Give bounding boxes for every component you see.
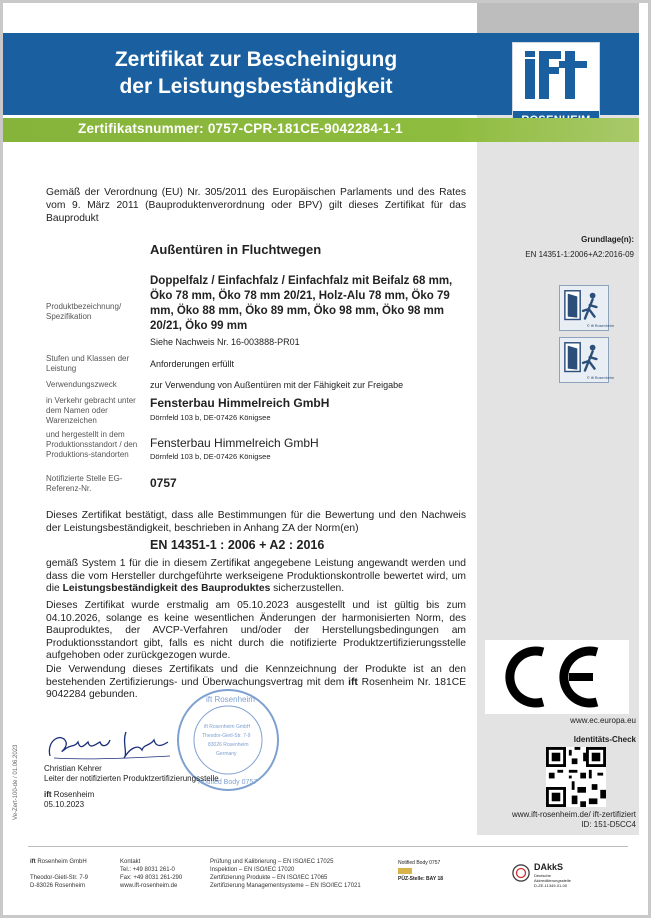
signature — [44, 728, 194, 764]
maker-address: Dörnfeld 103 b, DE-07426 Königsee — [150, 452, 271, 461]
basis-value: EN 14351-1:2006+A2:2016-09 — [525, 250, 634, 259]
footer-contact: Kontakt Tel.: +49 8031 261-0 Fax: +49 8031 261-290 www.ift-rosenheim.de — [120, 859, 183, 889]
notified-body-label: Notifizierte Stelle EG-Referenz-Nr. — [46, 474, 123, 493]
svg-text:ift Rosenheim: ift Rosenheim — [206, 695, 255, 704]
svg-text:83026 Rosenheim: 83026 Rosenheim — [208, 742, 249, 748]
ift-logo-mark — [521, 49, 593, 105]
trader-label: in Verkehr gebracht unter dem Namen oder Warenzeichen — [46, 396, 136, 425]
notified-body-badge: Notified Body 0757 PÜZ-Stelle: BAY 18 — [398, 860, 444, 882]
svg-text:Christian Kehrer: Christian Kehrer — [44, 763, 52, 764]
trader-name: Fensterbau Himmelreich GmbH — [150, 396, 330, 410]
footer-accreditations: Prüfung und Kalibrierung – EN ISO/IEC 17025 Inspektion – EN ISO/IEC 17020 Zertifizierung Produkte – EN ISO/IEC 17065 Zertifizierung Managementsysteme – EN ISO/IEC 17021 — [210, 859, 361, 889]
place-and-date: ift Rosenheim 05.10.2023 — [44, 790, 95, 809]
identity-check-label: Identitäts-Check — [573, 735, 636, 744]
product-spec: Doppelfalz / Einfachfalz / Einfachfalz mit Beifalz 68 mm, Öko 78 mm, Öko 78 mm 20/21, Holz-Alu 78 mm, Öko 79 mm, Öko 88 mm, Öko 89 mm, Öko 98 mm, Öko 98 mm 20/21, Öko 99 mm — [150, 275, 453, 332]
trader-address: Dörnfeld 103 b, DE-07426 Königsee — [150, 413, 271, 422]
usage-paragraph: Die Verwendung dieses Zertifikats und die Kennzeichnung der Produkte ist an den bestehenden Zertifizierungs- und Überwachungsvertrag mit dem ift Rosenheim Nr. 181CE 9042284 gebunden. — [46, 664, 466, 700]
svg-text:Notified Body 0757: Notified Body 0757 — [198, 779, 258, 786]
notified-body-number: 0757 — [150, 476, 177, 490]
validity-paragraph: Dieses Zertifikat wurde erstmalig am 05.10.2023 ausgestellt und ist gültig bis zum 04.10.2026, solange es keine wesentlichen Änderungen der harmonisierten Norm, des Bauproduktes, der AVCP-Verfahren und/oder der Herstellungsbedingungen am Produktionsstandort gibt, falls es nicht durch die notifizierte Produktzertifizierungsstelle aufgehoben oder zurückgezogen wurde. — [46, 600, 466, 661]
signatory — [44, 764, 219, 784]
running-exit-door-icon — [559, 285, 615, 331]
qr-url: www.ift-rosenheim.de/ ift-zertifiziert — [511, 810, 636, 819]
footer-divider — [28, 846, 628, 847]
ce-url: www.ec.europa.eu — [570, 716, 636, 725]
norm-reference: EN 14351-1 : 2006 + A2 : 2016 — [150, 538, 325, 552]
spec-reference: Siehe Nachweis Nr. 16-003888-PR01 — [150, 337, 300, 347]
use-value: zur Verwendung von Außentüren mit der Fähigkeit zur Freigabe — [150, 380, 404, 390]
running-exit-door-icon-2 — [559, 337, 615, 383]
sidebar-top-strip — [477, 3, 639, 33]
svg-text:© ift Rosenheim: © ift Rosenheim — [586, 324, 615, 329]
footer-address: ift Rosenheim GmbH Theodor-Gietl-Str. 7-9 D-83026 Rosenheim — [30, 859, 89, 889]
svg-text:Germany: Germany — [216, 751, 237, 757]
certificate-number: Zertifikatsnummer: 0757-CPR-181CE-9042284-1-1 — [78, 121, 403, 136]
maker-name: Fensterbau Himmelreich GmbH — [150, 436, 319, 450]
svg-text:ift: ift — [557, 103, 558, 104]
document-code: Ve-Zert-100-de / 01.06.2023 — [13, 744, 19, 820]
svg-text:Theodor-Gietl-Str. 7-9: Theodor-Gietl-Str. 7-9 — [202, 733, 251, 739]
qr-caption — [500, 810, 636, 830]
title-line-1: Zertifikat zur Bescheinigung — [114, 48, 398, 71]
qr-id: ID: 151-D5CC4 — [581, 820, 636, 829]
basis-label: Grundlage(n): — [581, 235, 634, 244]
ce-mark — [485, 640, 629, 714]
intro-paragraph: Gemäß der Verordnung (EU) Nr. 305/2011 des Europäischen Parlaments und des Rates vom 9. März 2011 (Bauproduktenverordnung oder BPV) gilt dieses Zertifikat für das Bauprodukt — [46, 187, 466, 224]
issue-date: 05.10.2023 — [44, 800, 85, 809]
dakks-logo: DAkkS Deutsche Akkreditierungsstelle D-ZE-11349-01-00 — [512, 860, 592, 888]
dakks-emblem-icon — [512, 864, 530, 882]
ce-logo-icon — [485, 640, 629, 714]
svg-text:© ift Rosenheim: © ift Rosenheim — [586, 376, 615, 381]
svg-text:ift Rosenheim GmbH: ift Rosenheim GmbH — [204, 724, 251, 730]
system-paragraph: gemäß System 1 für die in diesem Zertifikat angegebene Leistung angewandt werden und dass die vom Hersteller durchgeführte werkseigene Produktionskontrolle bewertet wird, um die Leistungsbeständigkeit des Bauproduktes sicherzustellen. — [46, 558, 466, 594]
use-label: Verwendungszweck — [46, 380, 117, 389]
product-title: Außentüren in Fluchtwegen — [150, 242, 322, 257]
signatory-role: Leiter der notifizierten Produktzertifizierungsstelle — [44, 774, 219, 783]
page-title — [3, 46, 509, 100]
qr-code-icon — [546, 747, 606, 807]
badge-emblem-icon — [398, 868, 412, 874]
confirmation-paragraph: Dieses Zertifikat bestätigt, dass alle Bestimmungen für die Bewertung und den Nachweis der Leistungsbeständigkeit, beschrieben in Anhang ZA der Norm(en) — [46, 510, 466, 534]
spec-label: Produktbezeichnung/ Spezifikation — [46, 302, 122, 321]
levels-label: Stufen und Klassen der Leistung — [46, 354, 130, 373]
title-line-2: der Leistungsbeständigkeit — [119, 75, 393, 98]
levels-value: Anforderungen erfüllt — [150, 359, 235, 369]
maker-label: und hergestellt in dem Produktionsstandort / den Produktions-standorten — [46, 430, 138, 459]
signatory-name: Christian Kehrer — [44, 764, 102, 773]
